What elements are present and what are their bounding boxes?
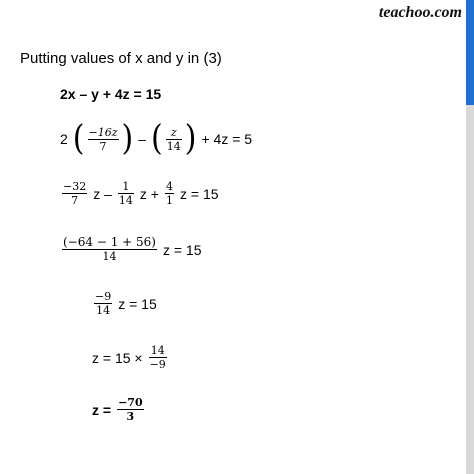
step4-rest: z = 15: [118, 295, 157, 312]
step4-fraction: $\frac{-9}{14}$: [95, 290, 112, 317]
main-equation: 2x – y + 4z = 15: [60, 86, 162, 102]
step5-fraction: $\frac{14}{-9}$: [149, 344, 166, 371]
step2-term-1: z –: [93, 185, 112, 202]
step1-fraction-2: $\frac{z}{14}$: [166, 125, 181, 153]
step-5: [92, 344, 169, 371]
step1-fraction-1: $\frac{-16z}{7}$: [88, 125, 118, 153]
step-4: [92, 290, 157, 317]
step5-lead: z = 15 ×: [92, 349, 143, 366]
step2-term-2: z +: [139, 185, 159, 202]
step1-minus: –: [138, 131, 147, 147]
step-3: [60, 236, 202, 263]
step-6-result: [92, 396, 146, 423]
step-1: 2 ( $\frac{-16z}{7}$ ) – ( $\frac{z}{14}$ ) + 4z = 5: [60, 118, 253, 159]
step6-fraction: $\frac{-70}{3}$: [118, 396, 143, 423]
intro-text: Putting values of x and y in (3): [20, 50, 222, 67]
step6-lead: z =: [92, 401, 112, 418]
brand-logo: teachoo.com: [378, 4, 462, 21]
step2-fraction-3: $\frac{4}{1}$: [165, 180, 173, 207]
step1-rest: + 4z = 5: [201, 131, 253, 147]
step-2: [60, 180, 219, 207]
step3-fraction: $\frac{(-64 - 1 + 56)}{14}$: [63, 235, 156, 263]
step3-rest: z = 15: [162, 241, 202, 258]
step2-term-3: z = 15: [179, 185, 219, 202]
step2-fraction-2: $\frac{1}{14}$: [118, 180, 133, 207]
step1-coef: 2: [60, 131, 68, 147]
slide-edge-bar: [466, 0, 474, 474]
step2-fraction-1: $\frac{-32}{7}$: [63, 180, 87, 207]
